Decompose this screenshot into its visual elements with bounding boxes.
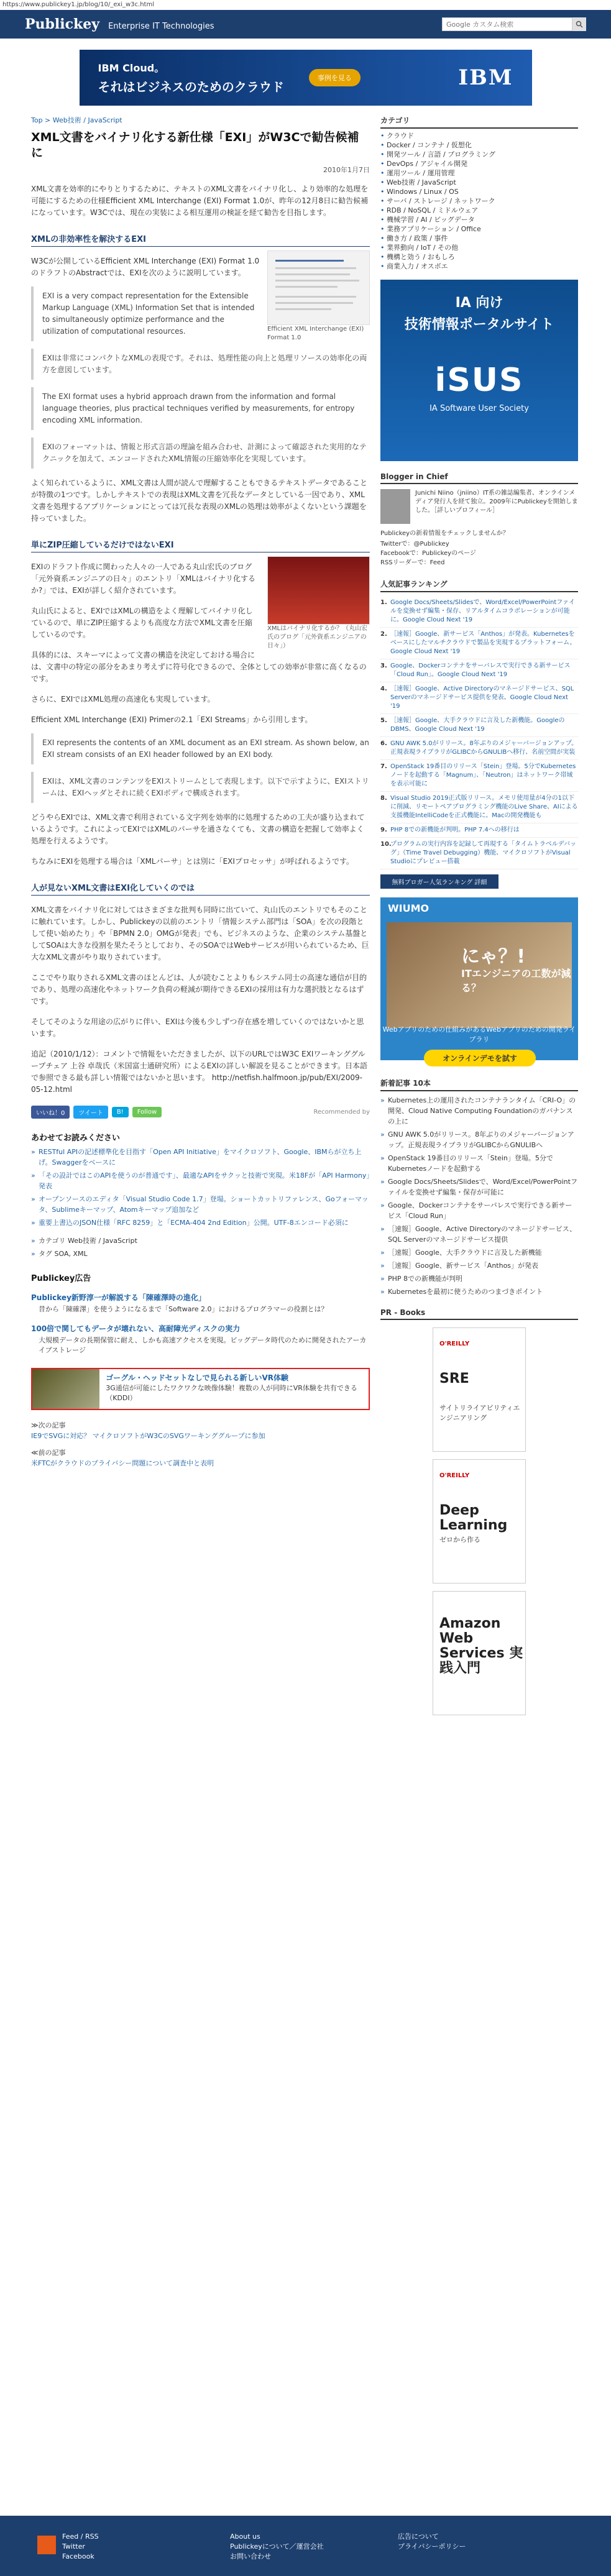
footer-twitter-link[interactable]: Twitter [62,2542,85,2551]
ibm-logo: IBM [458,65,513,90]
main-column [31,115,370,1469]
footer-about-label: About us [230,2532,260,2541]
footer-col-1 [62,2532,99,2562]
ranking-number: 8. [380,795,387,802]
ranking-item[interactable] [380,714,578,737]
book-cover[interactable]: O'REILLY SRE サイトリライアビリティエンジニアリング [433,1327,526,1452]
ranking-title-text: Google Docs/Sheets/Slidesで、Word/Excel/PowerPointファイルを変換せず編集・保存、リアルタイムコラボレーションが可能に。Google Cloud Next '19 [390,599,576,623]
future-paragraph: XML文書をバイナリ化に対してはさまざまな批判も同時に出ていて、丸山氏のエントリでもそのことに触れています。しかし、Publickeyの以前のエントリ「情報システム部門は「SOA」を次の段階として使い始めたり」や「BPMN 2.0」OMGが発表」でも、ビジネスのような、企業のシステム基盤としてSOAは大きな役割を果たそうとしており、そのSOAではWebサービスが用いられているため、巨大なXML文書がやり取りされています。 [31,905,369,961]
new-articles-list [380,1095,578,1297]
isus-logo: iSUS [434,362,524,399]
ranking-title-text: Google、Dockerコンテナをサーバレスで実行できる新サービス「Cloud Run」。Google Cloud Next '19 [390,662,571,678]
intro-paragraph: XML文書を効率的にやりとりするために、テキストのXML文書をバイナリ化し、より効率的な処理を可能にするための仕様Efficient XML Interchange (EXI) Format 1.0が、昨年の12月8日に勧告候補になっています。W3Cでは、現在の実装による相互運用の検証を経て勧告を目指します。 [31,185,369,217]
ranking-item[interactable] [380,682,578,714]
banner-cta-button[interactable]: 事例を見る [309,69,361,86]
books-list [380,1327,578,1715]
ranking-number: 3. [380,662,387,669]
stream-paragraph: どうやらEXIでは、XML文書で利用されている文字列を効率的に処理するための工夫が盛り込まれているようです。これによってEXIではXMLのパーサを通さなくても、文書の構造を把握して効率よく処理を行えるようです。 [31,813,365,845]
related-item[interactable]: » RESTful APIの記述標準化を目指す「Open API Initiative」をマイクロソフト、Google、IBMらが立ち上げ。Swaggerをベースに [31,1147,370,1168]
future-paragraph-3: そしてそのような用途の広がりに伴い、EXIは今後も少しずつ存在感を増していくのではないかと思います。 [31,1017,364,1038]
tweet-button[interactable]: ツイート [73,1106,108,1119]
blogger-profile [380,489,578,524]
ranking-item[interactable] [380,596,578,628]
facebook-link[interactable]: Facebookで：Publickeyのページ [380,550,476,557]
category-item[interactable]: • Web技術 / JavaScript [380,178,578,187]
ranking-item[interactable] [380,628,578,659]
new-article-item[interactable]: » Google、Dockerコンテナをサーバレスで実行できる新サービス「Cloud Run」 [380,1200,578,1221]
ranking-item[interactable] [380,659,578,682]
exi-spec-thumbnail [267,250,370,325]
vr-ad-box[interactable] [31,1368,370,1410]
category-item[interactable]: • 運用ツール / 運用管理 [380,168,578,178]
ranking-item[interactable] [380,838,578,869]
category-item[interactable]: • 働き方 / 政策 / 事件 [380,234,578,243]
breadcrumb-web[interactable]: Web技術 [52,116,81,124]
related-item[interactable]: » オープンソースのエディタ「Visual Studio Code 1.7」登場。ショートカットリファレンス、Goフォーマッタ、Sublimeキーマップ、Atomキーマップ追加など [31,1194,370,1215]
new-article-item[interactable]: » OpenStack 19番目のリリース「Stein」登場。5分でKubernetesノードを起動する [380,1153,578,1174]
article-date: 2010年1月7日 [323,166,370,174]
prev-article-label: ≪前の記事 [31,1449,66,1457]
new-article-item[interactable]: » Kubernetesを最初に使うためのつまづきポイント [380,1286,578,1297]
book-cover[interactable]: Amazon Web Services 実践入門 [433,1591,526,1715]
follow-button[interactable]: Follow [132,1107,162,1117]
zip-paragraph-4: さらに、EXIではXML処理の高速化も実現しています。 [31,695,215,704]
wiumo-demo-button[interactable]: オンラインデモを試す [424,1050,536,1066]
ranking-number: 10. [380,841,392,848]
new-article-item[interactable]: » ［速報］Google、Active Directoryのマネージドサービス、SQL Serverのマネージドサービス提供 [380,1224,578,1245]
category-title: カテゴリ [380,115,578,129]
blogger-title: Blogger in Chief [380,472,578,484]
category-item[interactable]: • RDB / NoSQL / ミドルウェア [380,206,578,215]
ranking-item[interactable] [380,792,578,823]
recommended-label: Recommended by [313,1109,370,1116]
site-subtitle: Enterprise IT Technologies [108,21,214,31]
ranking-item[interactable] [380,737,578,760]
blog-figure[interactable] [267,556,370,651]
search-button[interactable] [572,17,586,31]
category-item[interactable]: • 業務アプリケーション / Office [380,224,578,234]
ranking-item[interactable] [380,760,578,792]
rss-link[interactable]: RSSリーダーで：Feed [380,559,445,566]
section-heading-zip: 単にZIP圧縮しているだけではないEXI [31,538,370,552]
article-navigation [31,1420,370,1469]
efficient-paragraph: W3Cが公開しているEfficient XML Interchange (EXI) Format 1.0のドラフトのAbstractでは、EXIを次のように説明しています。 [31,257,260,277]
ranking-detail-button[interactable]: 無料ブロガー人気ランキング 詳細 [380,874,498,889]
site-logo[interactable]: Publickey [25,16,100,32]
ranking-title-text: プログラムの実行内容を記録して再現する「タイムトラベルデバッグ」（Time Travel Debugging）機能、マイクロソフトがVisual Studioにプレビュー搭載 [390,841,577,865]
ranking-title-text: OpenStack 19番目のリリース「Stein」登場。5分でKubernetesノードを起動する「Magnum」、「Neutron」はネットワーク帯域を表示可能に [390,763,576,787]
site-header [0,10,611,39]
related-title: あわせてお読みください [31,1134,121,1143]
category-item[interactable]: • サーバ / ストレージ / ネットワーク [380,196,578,206]
hatena-button[interactable]: B! [112,1107,129,1117]
category-item[interactable]: • 開発ツール / 言語 / プログラミング [380,150,578,159]
ranking-number: 4. [380,685,387,692]
figure-caption: XMLはバイナリ化するか？（丸山宏氏のブログ「元外資系エンジニアの日々」） [267,625,368,649]
new-articles-title: 新着記事 10本 [380,1078,578,1091]
ads-title: Publickey広告 [31,1274,91,1283]
ad-item[interactable]: 100倍で関してもデータが壊れない、高耐障光ディスクの実力 大規模データの長期保管に耐え、しかも高速アクセスを実現。ビッグデータ時代のために開発されたアーカイブストレージ [31,1324,367,1354]
wiumo-banner-ad[interactable]: WIUMO にゃ？! ITエンジニアの工数が減る？ Webアプリのための仕組みがあるWebアプリのための開発ライブラリ オンラインデモを試す [380,897,578,1060]
ranking-number: 5. [380,717,387,724]
footer-feed-link[interactable]: Feed / RSS [62,2532,99,2541]
url-bar: https://www.publickey1.jp/blog/10/_exi_w3c.html [0,0,611,10]
quote-en-2: The EXI format uses a hybrid approach drawn from the information and formal language theories, plus practical techniques verified by measurements, for entropy encoding XML information. [31,387,370,430]
search-icon [576,21,583,28]
ranking-number: 1. [380,599,387,606]
prev-article-link[interactable]: 米FTCがクラウドのプライバシー問題について調査中と表明 [31,1459,214,1467]
share-bar [31,1106,370,1119]
breadcrumb-js[interactable]: JavaScript [88,116,122,124]
category-item[interactable]: • 機械学習 / AI / ビッグデータ [380,215,578,224]
site-footer [0,2516,611,2576]
new-article-item[interactable]: » GNU AWK 5.0がリリース。8年ぶりのメジャーバージョンアップ。正規表現ライブラリがGLIBCからGNULIBへ [380,1129,578,1150]
ranking-number: 2. [380,631,387,638]
category-link[interactable]: » カテゴリ Web技術 / JavaScript [31,1235,370,1246]
ranking-list [380,596,578,869]
blog-thumbnail [267,556,370,625]
related-list [31,1147,370,1228]
tag-link[interactable]: » タグ SOA, XML [31,1249,370,1259]
new-article-item[interactable]: » ［速報］Google、大手クラウドに言及した新機能 [380,1247,578,1258]
avatar [380,489,410,524]
category-item[interactable]: • DevOps / アジャイル開発 [380,159,578,168]
search-box [442,17,586,31]
category-item[interactable]: • Docker / コンテナ / 仮想化 [380,140,578,150]
footer-facebook-link[interactable]: Facebook [62,2552,94,2560]
zip-paragraph-3: 具体的には、スキーマによって文書の構造を決定しておける場合には、文書中の特定の部分をあまり考えずに符号化できるので、全体としての効率が非常に高くなるのです。 [31,651,367,683]
footer-contact-link[interactable]: お問い合わせ [230,2552,271,2560]
footer-col-3 [398,2532,466,2552]
category-item[interactable]: • クラウド [380,131,578,140]
breadcrumb: Top > Web技術 / JavaScript [31,116,122,124]
ad-item[interactable]: Publickey新野淳一が解説する「陳確澤時の進化」 昔から「陳確澤」を使うようになるまで「Software 2.0」におけるプログラマーの役割とは？ [31,1293,328,1313]
article-title: XML文書をバイナリ化する新仕様「EXI」がW3Cで勧告候補に [31,131,359,160]
parser-paragraph: ちなみにEXIを処理する場合は「XMLパーサ」とは別に「EXIプロセッサ」が呼ばれるようです。 [31,857,354,866]
ranking-title: 人気記事ランキング [380,579,578,592]
facebook-like-button[interactable]: いいね！0 [31,1106,70,1119]
new-article-item[interactable]: » Kubernetes上の運用されたコンテナランタイム「CRI-O」の開発、Cloud Native Computing Foundationのガバナンスの上に [380,1095,578,1127]
footer-col-2 [230,2532,324,2562]
breadcrumb-top[interactable]: Top [31,116,43,124]
isus-banner-ad[interactable]: IA 向け 技術情報ポータルサイト iSUS IA Software User Society [380,280,578,461]
figure-caption: Efficient XML Interchange (EXI) Format 1.0 [267,326,364,341]
ranking-title-text: PHP 8での新機能が判明。PHP 7.4への移行は [390,827,520,833]
ranking-title-text: GNU AWK 5.0がリリース。8年ぶりのメジャーバージョンアップ。正規表現ライブラリがGLIBCからGNULIBへ移行、名前空間が実装 [390,740,578,756]
search-input[interactable] [442,17,572,31]
section-heading-efficient: XMLの非効率性を解決するEXI [31,232,370,247]
twitter-link[interactable]: Twitterで：@Publickey [380,541,449,548]
footer-ads-link[interactable]: 広告について [398,2532,439,2541]
ranking-title-text: Visual Studio 2019正式版リリース。メモリ使用量が4分の1以下に削減、リモートペアプログラミング機能のLive Share、AIによる支援機能IntelliCodeを正式機能に。Macの開発機能も [390,795,578,819]
footer-privacy-link[interactable]: プライバシーポリシー [398,2542,466,2551]
ranking-title-text: ［速報］Google、Active Directoryのマネージドサービス、SQL Serverのマネージドサービス提供を発表。Google Cloud Next '19 [390,685,574,710]
banner-text: IBM Cloud。 それはビジネスのためのクラウド [98,62,284,94]
ibm-banner-ad[interactable] [80,50,532,106]
quote-en-3: EXI represents the contents of an XML document as an EXI stream. As shown below, an EXI stream consists of an EXI header followed by an EXI body. [31,733,370,764]
zip-paragraph: EXIのドラフト作成に関わった人々の一人である丸山宏氏のブログ「元外資系エンジニアの日々」のエントリ「XMLはバイナリ化するか?」では、EXIが詳しく紹介されています。 [31,562,255,595]
category-item[interactable]: • 商業入力 / オスボエ [380,262,578,271]
blogger-desc: Junichi Niino（jniino）IT系の雑誌編集者、オンラインメディア発行人を経て独立。2009年にPublickeyを開始しました。［詳しいプロフィール］ [415,490,578,514]
quote-en-1: EXI is a very compact representation for the Extensible Markup Language (XML) Information Set that is intended to simultaneously optimize performance and the utilization of computational resources. [31,286,370,341]
related-item[interactable]: » 重要上書込のJSON仕様「RFC 8259」と「ECMA-404 2nd Edition」公開。UTF-8エンコード必須に [31,1217,370,1228]
category-tag-list [31,1235,370,1259]
follow-text: Publickeyの新着情報をチェックしませんか？ [380,530,509,537]
section-heading-future: 人が見ないXML文書はEXI化していくのでは [31,881,370,896]
category-list [380,131,578,271]
exi-spec-figure[interactable] [267,250,370,342]
category-item[interactable]: • 業界動向 / IoT / その他 [380,243,578,252]
future-paragraph-2: ここでやり取りされるXML文書のほとんどは、人が読むことよりもシステム同士の高速な通信が目的であり、処理の高速化やネットワーク負荷の軽減が期待できるEXIの採用は有力な選択肢となるはずです。 [31,973,367,1006]
ranking-number: 7. [380,763,387,770]
book-cover[interactable]: O'REILLY Deep Learning ゼロから作る [433,1459,526,1584]
category-item[interactable]: • Windows / Linux / OS [380,187,578,196]
footer-about-link[interactable]: Publickeyについて／運営会社 [230,2542,324,2551]
primer-paragraph: Efficient XML Interchange (EXI) Primerの2.1「EXI Streams」から引用します。 [31,715,313,724]
vr-ad-thumbnail [32,1369,99,1409]
related-item[interactable]: » 「その設計ではこのAPIを使うのが普通です」、最適なAPIをサクッと技術で実現。米18Fが「API Harmony」発表 [31,1170,370,1191]
ranking-title-text: ［速報］Google、新サービス「Anthos」が発表。Kubernetesをベースにしたマルチクラウドで製品を実現するプラットフォーム。Google Cloud Next '19 [390,631,576,655]
ranking-title-text: ［速報］Google、大手クラウドに言及した新機能。GoogleのDBMS、Google Cloud Next '19 [390,717,565,733]
ranking-number: 9. [380,827,387,833]
footer-logo [37,2536,56,2554]
new-article-item[interactable]: » ［速報］Google、新サービス「Anthos」が発表 [380,1260,578,1271]
sidebar [380,115,578,1715]
ranking-item[interactable] [380,823,578,838]
new-article-item[interactable]: » PHP 8での新機能が判明 [380,1273,578,1284]
category-item[interactable]: • 機構と効う / おもしろ [380,252,578,262]
vr-ad-text: ゴーグル・ヘッドセットなしで見られる新しいVR体験 3G通信が可能にしたワクワクな映像体験！複数の人が同時にVR体験を共有できる （KDDI） [106,1373,357,1402]
books-title: PR - Books [380,1308,578,1320]
new-article-item[interactable]: » Google Docs/Sheets/Slidesで、Word/Excel/PowerPointファイルを変換せず編集・保存が可能に [380,1176,578,1198]
next-article-label: ≫次の記事 [31,1421,66,1429]
ranking-number: 6. [380,740,387,747]
zip-paragraph-2: 丸山氏によると、EXIではXMLの構造をよく理解してバイナリ化しているので、単にZIP圧縮するよりも高度な方法でXML文書を圧縮しているのです。 [31,607,253,639]
quote-ja-2: EXIのフォーマットは、情報と形式言語の理論を組み合わせ、計測によって確認された実用的なテクニックを加えて、エンコードされたXML情報の圧縮効率化を実現しています。 [31,438,370,469]
quote-ja-1: EXIは非常にコンパクトなXMLの表現です。それは、処理性能の向上と処理リソースの効率化の両方を意図しています。 [31,349,370,380]
human-readable-paragraph: よく知られているように、XML文書は人間が読んで理解することもできるテキストデータであることが特徴の1つです。しかしテキストでの表現はXML文書を冗長なデータとしている一因であり、XML文書を処理するアプリケーションにとっては冗長な表現のXMLの処理は効率がよくないという課題を持っていました。 [31,479,368,523]
next-article-link[interactable]: IE9でSVGに対応？ マイクロソフトがW3CのSVGワーキンググループに参加 [31,1432,265,1440]
quote-ja-3: EXIは、XML文書のコンテンツをEXIストリームとして表現します。以下で示すように、EXIストリームは、EXIヘッダとそれに続くEXIボディで構成されます。 [31,772,370,803]
addendum-paragraph: 追記（2010/1/12）：コメントで情報をいただきましたが、以下のURLではW3C EXIワーキンググループチェア 上谷 卓哉氏（米国富士通研究所）によるEXIの詳しい解説を見ることができます。日本語で参照できる最も詳しい情報ではないかと思います。 http://netfish.halfmoon.jp/pub/EXI/2009-05-12.html [31,1050,368,1094]
